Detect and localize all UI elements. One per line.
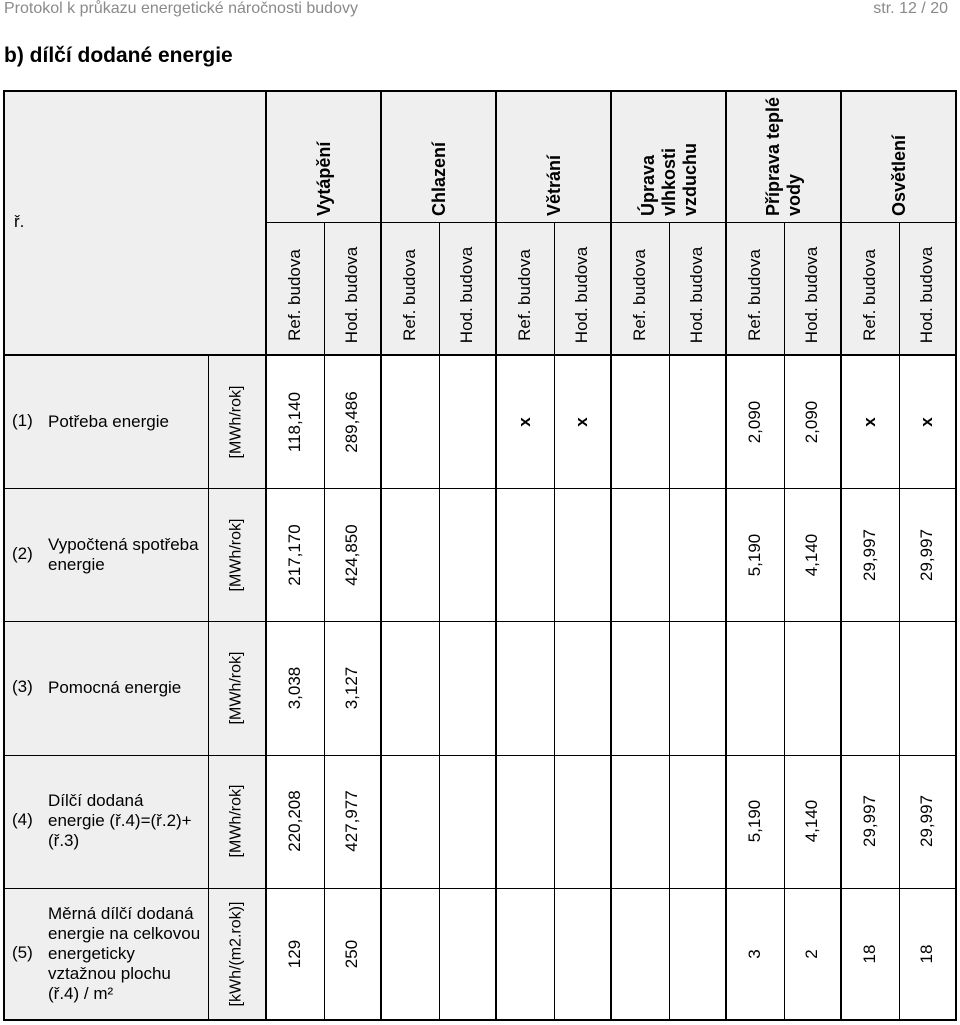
value-cell (916, 633, 938, 743)
value-cell (456, 500, 478, 610)
value-cell (456, 633, 478, 743)
value-cell: 427,977 (342, 790, 362, 852)
section-title: b) dílčí dodané energie (4, 44, 233, 67)
value-cell: 2,090 (802, 400, 822, 443)
sub-header-ref: Ref. budova (859, 248, 879, 341)
sub-header-ref: Ref. budova (744, 248, 764, 341)
page-number: str. 12 / 20 (873, 0, 948, 17)
group-header-0 (264, 91, 384, 221)
value-cell (686, 367, 708, 477)
value-cell (514, 500, 536, 610)
value-cell: x (572, 416, 592, 427)
value-cell: x (514, 416, 534, 427)
value-cell (571, 899, 593, 1009)
row-unit: [MWh/rok] (227, 784, 245, 858)
row-header-label: ř. (14, 212, 25, 231)
row-unit: [MWh/rok] (227, 385, 245, 459)
group-header-label: Příprava teplé vody (762, 96, 804, 216)
value-cell: 289,486 (342, 390, 362, 453)
sub-header-ref: Ref. budova (514, 248, 534, 341)
value-cell (629, 367, 651, 477)
value-cell (514, 633, 536, 743)
sub-header-ref: Ref. budova (284, 248, 304, 341)
row-label: Vypočtená spotřeba energie (48, 534, 199, 574)
value-cell (744, 633, 766, 743)
row-number: (1) (12, 410, 33, 430)
value-cell (571, 500, 593, 610)
value-cell: x (917, 416, 937, 427)
value-cell: 2,090 (744, 400, 764, 443)
group-header-label: Osvětlení (888, 134, 908, 216)
row-label: Potřeba energie (48, 411, 169, 431)
value-cell (801, 633, 823, 743)
value-cell (859, 633, 881, 743)
value-cell: 250 (342, 940, 362, 969)
row-number: (4) (12, 810, 33, 830)
group-header-5 (839, 91, 959, 221)
value-cell: 3,127 (342, 666, 362, 710)
value-cell (456, 766, 478, 876)
value-cell: 220,208 (284, 790, 304, 852)
value-cell (514, 899, 536, 1009)
sub-header-hod: Hod. budova (457, 246, 477, 343)
sub-header-hod: Hod. budova (802, 246, 822, 343)
sub-header-hod: Hod. budova (687, 246, 707, 343)
sub-header-hod: Hod. budova (342, 246, 362, 343)
value-cell: 118,140 (284, 391, 304, 452)
value-cell: 217,170 (284, 524, 304, 586)
sub-header-ref: Ref. budova (399, 248, 419, 341)
value-cell (571, 633, 593, 743)
value-cell: x (859, 416, 879, 427)
value-cell (686, 500, 708, 610)
value-cell: 29,997 (859, 795, 879, 848)
row-label: Dílčí dodaná energie (ř.4)=(ř.2)+(ř.3) (48, 791, 192, 851)
value-cell (399, 633, 421, 743)
value-cell (686, 766, 708, 876)
value-cell (514, 766, 536, 876)
value-cell: 29,997 (859, 528, 879, 581)
value-cell (686, 899, 708, 1009)
row-unit: [MWh/rok] (227, 651, 245, 725)
row-unit: [MWh/rok] (227, 518, 245, 592)
row-label: Měrná dílčí dodaná energie na celkovou energeticky vztažnou plochu (ř.4) / m² (48, 904, 201, 1004)
row-number: (3) (12, 677, 33, 696)
value-cell (629, 766, 651, 876)
value-cell: 4,140 (802, 533, 822, 577)
row-number: (2) (12, 543, 33, 563)
value-cell (399, 367, 421, 477)
value-cell (456, 899, 478, 1009)
value-cell: 3,038 (284, 666, 304, 710)
value-cell (629, 500, 651, 610)
group-header-label: Vytápění (313, 141, 333, 216)
row-unit: [kWh/(m2.rok)] (227, 901, 245, 1007)
sub-header-ref: Ref. budova (629, 248, 649, 341)
value-cell: 29,997 (917, 795, 937, 848)
group-header-1 (379, 91, 499, 221)
group-header-4 (724, 91, 844, 221)
sub-header-hod: Hod. budova (917, 246, 937, 343)
value-cell (456, 367, 478, 477)
row-number: (5) (12, 943, 33, 963)
value-cell: 424,850 (342, 524, 362, 586)
value-cell: 29,997 (917, 528, 937, 581)
group-header-2 (494, 91, 614, 221)
group-header-label: Chlazení (428, 141, 448, 216)
value-cell: 18 (917, 944, 937, 964)
value-cell: 2 (802, 949, 822, 960)
sub-header-hod: Hod. budova (572, 246, 592, 343)
value-cell: 18 (859, 944, 879, 964)
group-header-label: Úprava vlhkosti vzduchu (637, 142, 699, 216)
value-cell: 4,140 (802, 799, 822, 843)
value-cell (686, 633, 708, 743)
group-header-label: Větrání (543, 154, 563, 216)
value-cell: 3 (744, 949, 764, 960)
value-cell (629, 633, 651, 743)
document-title: Protokol k průkazu energetické náročnosti budovy (4, 0, 358, 17)
value-cell: 5,190 (744, 533, 764, 577)
value-cell: 5,190 (744, 799, 764, 843)
value-cell (399, 899, 421, 1009)
value-cell (571, 766, 593, 876)
group-header-3 (609, 91, 729, 221)
value-cell (399, 766, 421, 876)
row-label: Pomocná energie (48, 678, 182, 697)
value-cell: 129 (284, 940, 304, 969)
value-cell (399, 500, 421, 610)
value-cell (629, 899, 651, 1009)
